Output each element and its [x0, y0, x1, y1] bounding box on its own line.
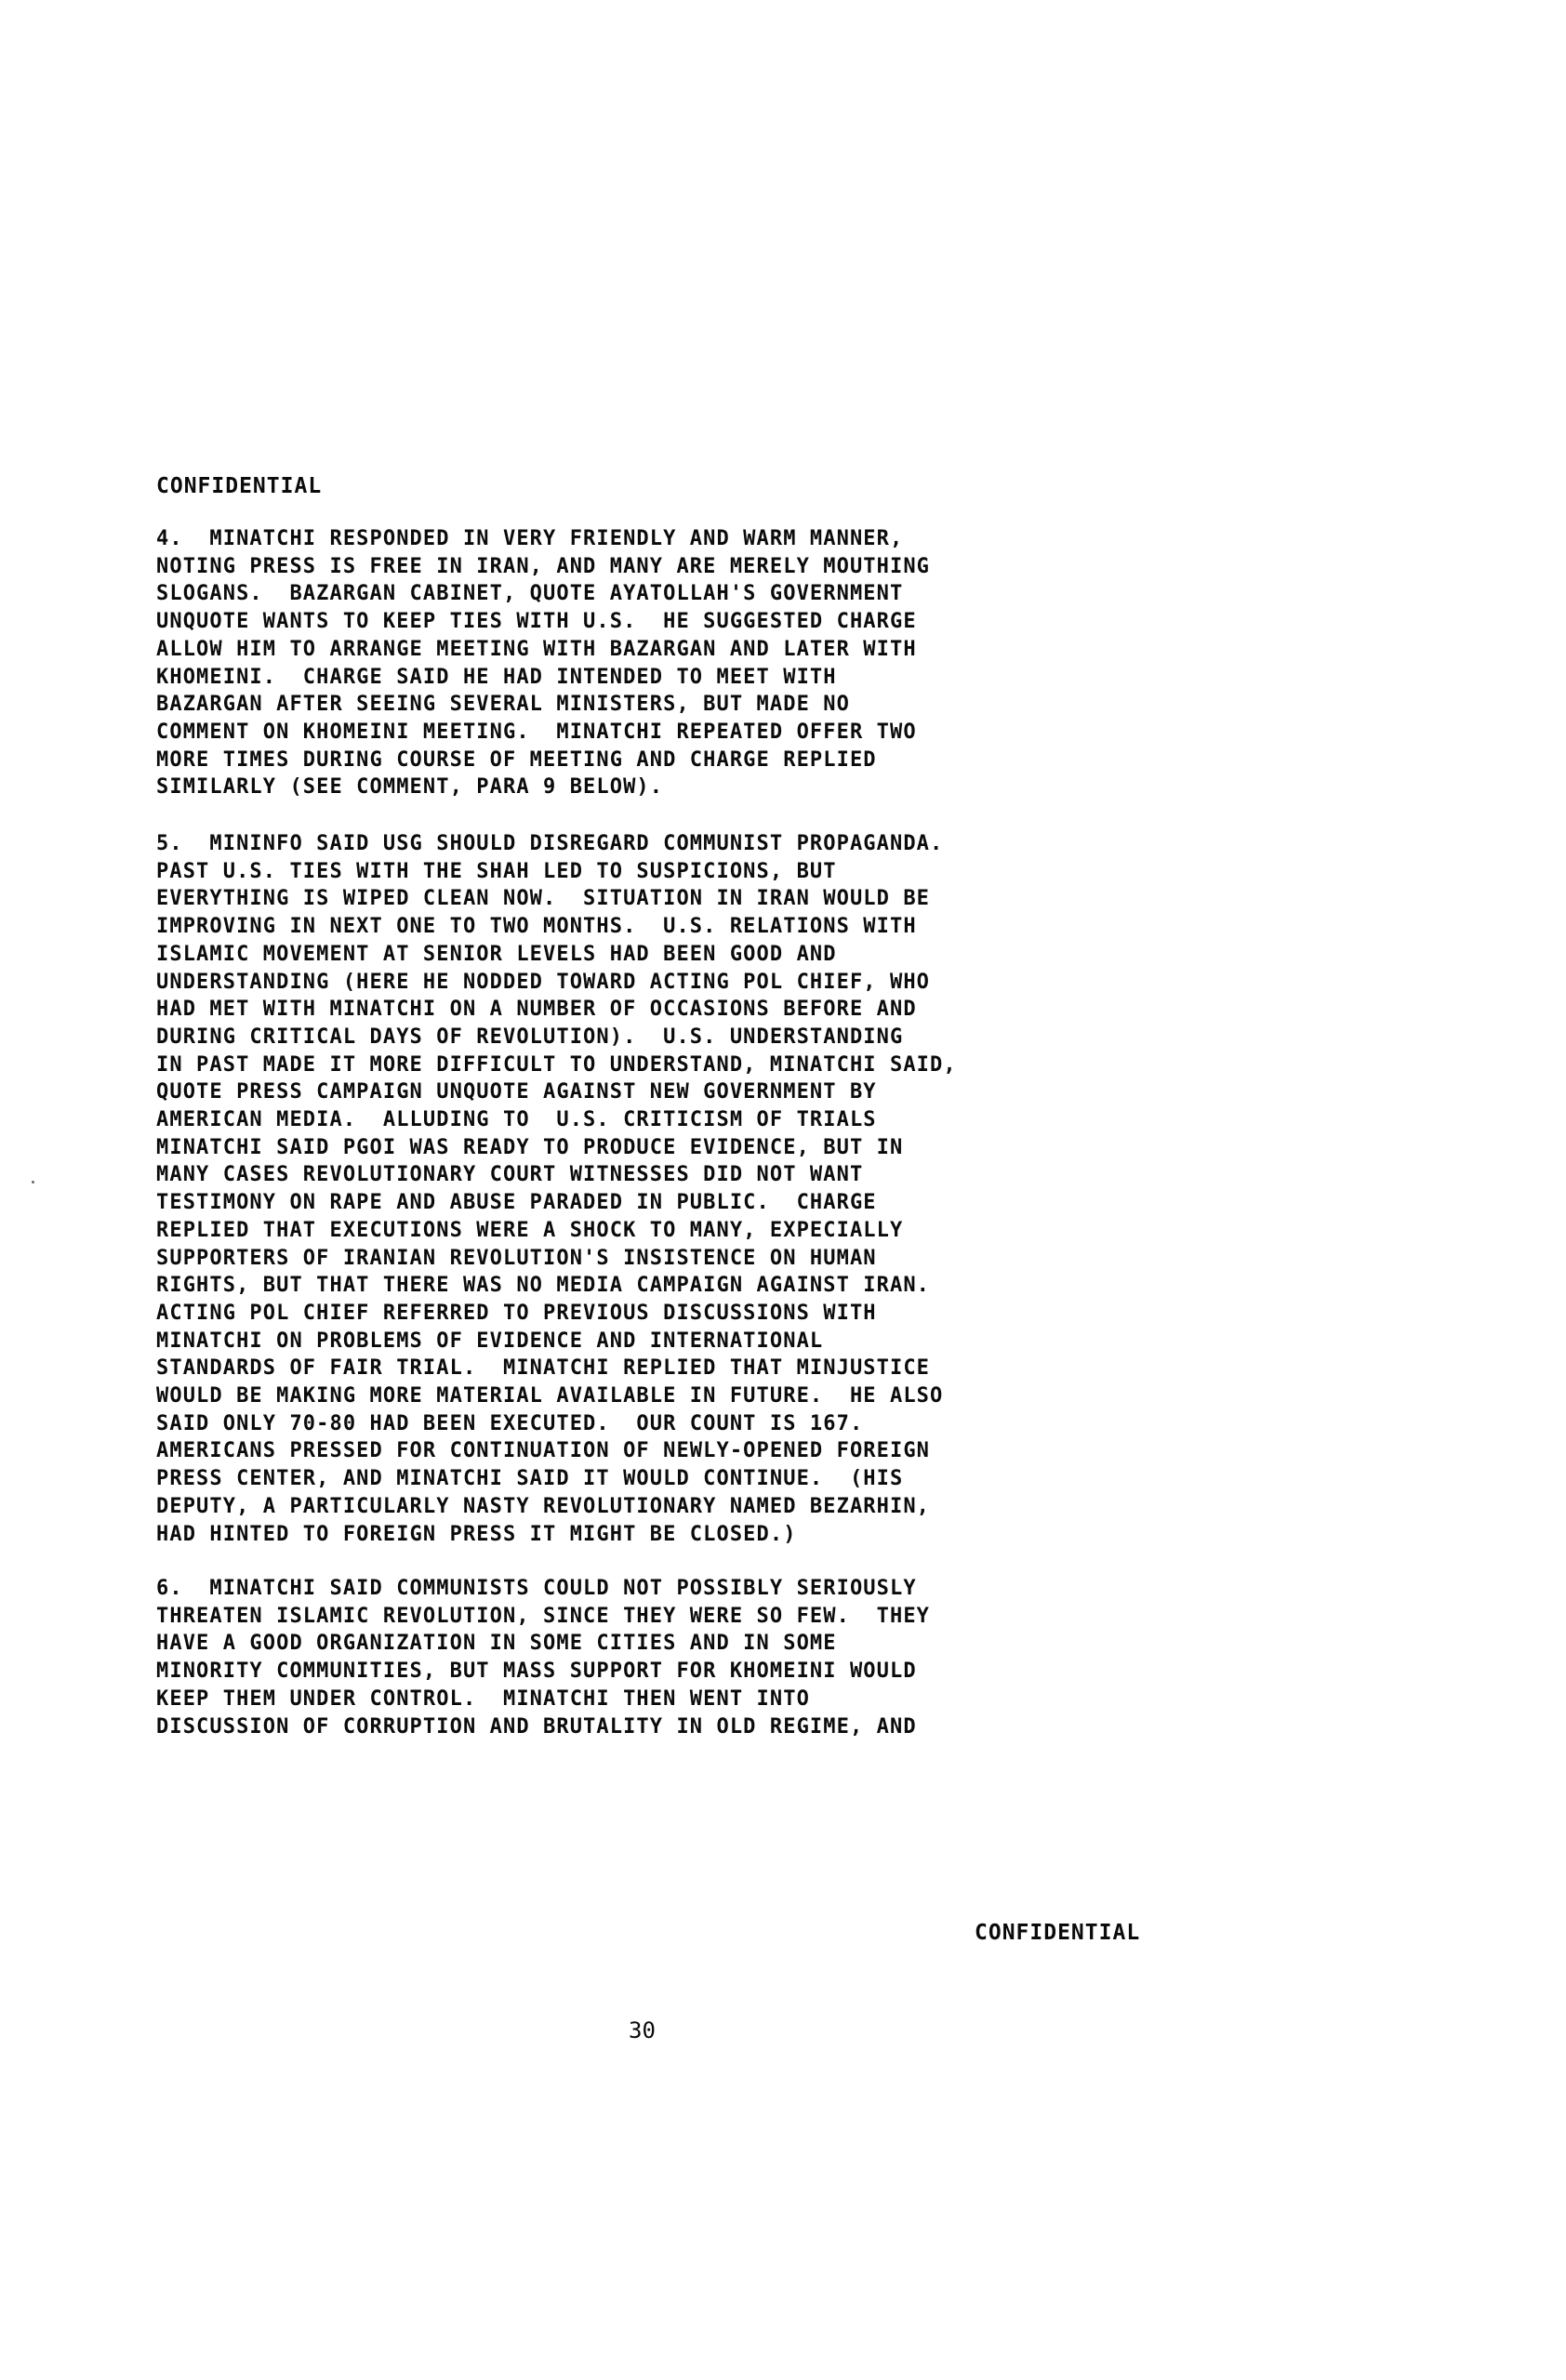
- text-line: IMPROVING IN NEXT ONE TO TWO MONTHS. U.S. RELATIONS WITH: [156, 915, 917, 939]
- text-line: BAZARGAN AFTER SEEING SEVERAL MINISTERS, BUT MADE NO: [156, 693, 850, 717]
- text-line: EVERYTHING IS WIPED CLEAN NOW. SITUATION IN IRAN WOULD BE: [156, 887, 931, 911]
- scan-speck: [32, 1181, 34, 1183]
- text-line: HAD HINTED TO FOREIGN PRESS IT MIGHT BE CLOSED.): [156, 1522, 797, 1546]
- text-line: PAST U.S. TIES WITH THE SHAH LED TO SUSPICIONS, BUT: [156, 859, 837, 883]
- text-line: COMMENT ON KHOMEINI MEETING. MINATCHI REPEATED OFFER TWO: [156, 720, 917, 744]
- text-line: TESTIMONY ON RAPE AND ABUSE PARADED IN PUBLIC. CHARGE: [156, 1191, 877, 1215]
- paragraph-6: [156, 1575, 1179, 1740]
- text-line: KEEP THEM UNDER CONTROL. MINATCHI THEN WENT INTO: [156, 1686, 810, 1711]
- text-line: KHOMEINI. CHARGE SAID HE HAD INTENDED TO MEET WITH: [156, 665, 837, 689]
- text-line: ACTING POL CHIEF REFERRED TO PREVIOUS DISCUSSIONS WITH: [156, 1301, 877, 1325]
- text-line: NOTING PRESS IS FREE IN IRAN, AND MANY ARE MERELY MOUTHING: [156, 554, 931, 578]
- paragraph-4: [156, 525, 1179, 801]
- text-line: MORE TIMES DURING COURSE OF MEETING AND CHARGE REPLIED: [156, 747, 877, 772]
- text-line: DEPUTY, A PARTICULARLY NASTY REVOLUTIONARY NAMED BEZARHIN,: [156, 1494, 931, 1518]
- text-line: AMERICANS PRESSED FOR CONTINUATION OF NEWLY-OPENED FOREIGN: [156, 1439, 931, 1463]
- text-line: 5. MININFO SAID USG SHOULD DISREGARD COMMUNIST PROPAGANDA.: [156, 832, 944, 855]
- text-line: REPLIED THAT EXECUTIONS WERE A SHOCK TO MANY, EXPECIALLY: [156, 1218, 904, 1242]
- text-line: QUOTE PRESS CAMPAIGN UNQUOTE AGAINST NEW GOVERNMENT BY: [156, 1080, 877, 1104]
- text-line: ISLAMIC MOVEMENT AT SENIOR LEVELS HAD BEEN GOOD AND: [156, 942, 837, 966]
- text-line: 4. MINATCHI RESPONDED IN VERY FRIENDLY AND WARM MANNER,: [156, 527, 904, 550]
- header-classification-mark: CONFIDENTIAL: [156, 474, 323, 498]
- text-line: PRESS CENTER, AND MINATCHI SAID IT WOULD CONTINUE. (HIS: [156, 1467, 904, 1491]
- text-line: WOULD BE MAKING MORE MATERIAL AVAILABLE IN FUTURE. HE ALSO: [156, 1384, 944, 1408]
- text-line: AMERICAN MEDIA. ALLUDING TO U.S. CRITICISM OF TRIALS: [156, 1108, 877, 1132]
- text-line: STANDARDS OF FAIR TRIAL. MINATCHI REPLIED THAT MINJUSTICE: [156, 1356, 931, 1381]
- text-line: SLOGANS. BAZARGAN CABINET, QUOTE AYATOLLAH'S GOVERNMENT: [156, 582, 904, 606]
- page-number: 30: [629, 2017, 656, 2043]
- text-line: SUPPORTERS OF IRANIAN REVOLUTION'S INSISTENCE ON HUMAN: [156, 1246, 877, 1270]
- text-line: DURING CRITICAL DAYS OF REVOLUTION). U.S. UNDERSTANDING: [156, 1025, 904, 1049]
- text-line: IN PAST MADE IT MORE DIFFICULT TO UNDERSTAND, MINATCHI SAID,: [156, 1052, 957, 1077]
- text-line: SIMILARLY (SEE COMMENT, PARA 9 BELOW).: [156, 775, 664, 800]
- text-line: DISCUSSION OF CORRUPTION AND BRUTALITY IN OLD REGIME, AND: [156, 1714, 917, 1739]
- text-line: RIGHTS, BUT THAT THERE WAS NO MEDIA CAMPAIGN AGAINST IRAN.: [156, 1274, 931, 1298]
- text-line: UNDERSTANDING (HERE HE NODDED TOWARD ACTING POL CHIEF, WHO: [156, 970, 931, 994]
- text-line: HAD MET WITH MINATCHI ON A NUMBER OF OCCASIONS BEFORE AND: [156, 998, 917, 1022]
- text-line: ALLOW HIM TO ARRANGE MEETING WITH BAZARGAN AND LATER WITH: [156, 637, 917, 661]
- text-line: MINATCHI ON PROBLEMS OF EVIDENCE AND INTERNATIONAL: [156, 1329, 824, 1353]
- text-line: HAVE A GOOD ORGANIZATION IN SOME CITIES AND IN SOME: [156, 1632, 837, 1656]
- footer-classification-mark: CONFIDENTIAL: [975, 1921, 1141, 1945]
- text-line: 6. MINATCHI SAID COMMUNISTS COULD NOT POSSIBLY SERIOUSLY: [156, 1577, 917, 1600]
- text-line: SAID ONLY 70-80 HAD BEEN EXECUTED. OUR COUNT IS 167.: [156, 1411, 864, 1435]
- text-line: UNQUOTE WANTS TO KEEP TIES WITH U.S. HE SUGGESTED CHARGE: [156, 610, 917, 634]
- text-line: MANY CASES REVOLUTIONARY COURT WITNESSES DID NOT WANT: [156, 1163, 864, 1187]
- text-line: THREATEN ISLAMIC REVOLUTION, SINCE THEY WERE SO FEW. THEY: [156, 1604, 931, 1628]
- text-line: MINATCHI SAID PGOI WAS READY TO PRODUCE EVIDENCE, BUT IN: [156, 1135, 904, 1159]
- text-line: MINORITY COMMUNITIES, BUT MASS SUPPORT FOR KHOMEINI WOULD: [156, 1659, 917, 1684]
- paragraph-5: [156, 830, 1179, 1548]
